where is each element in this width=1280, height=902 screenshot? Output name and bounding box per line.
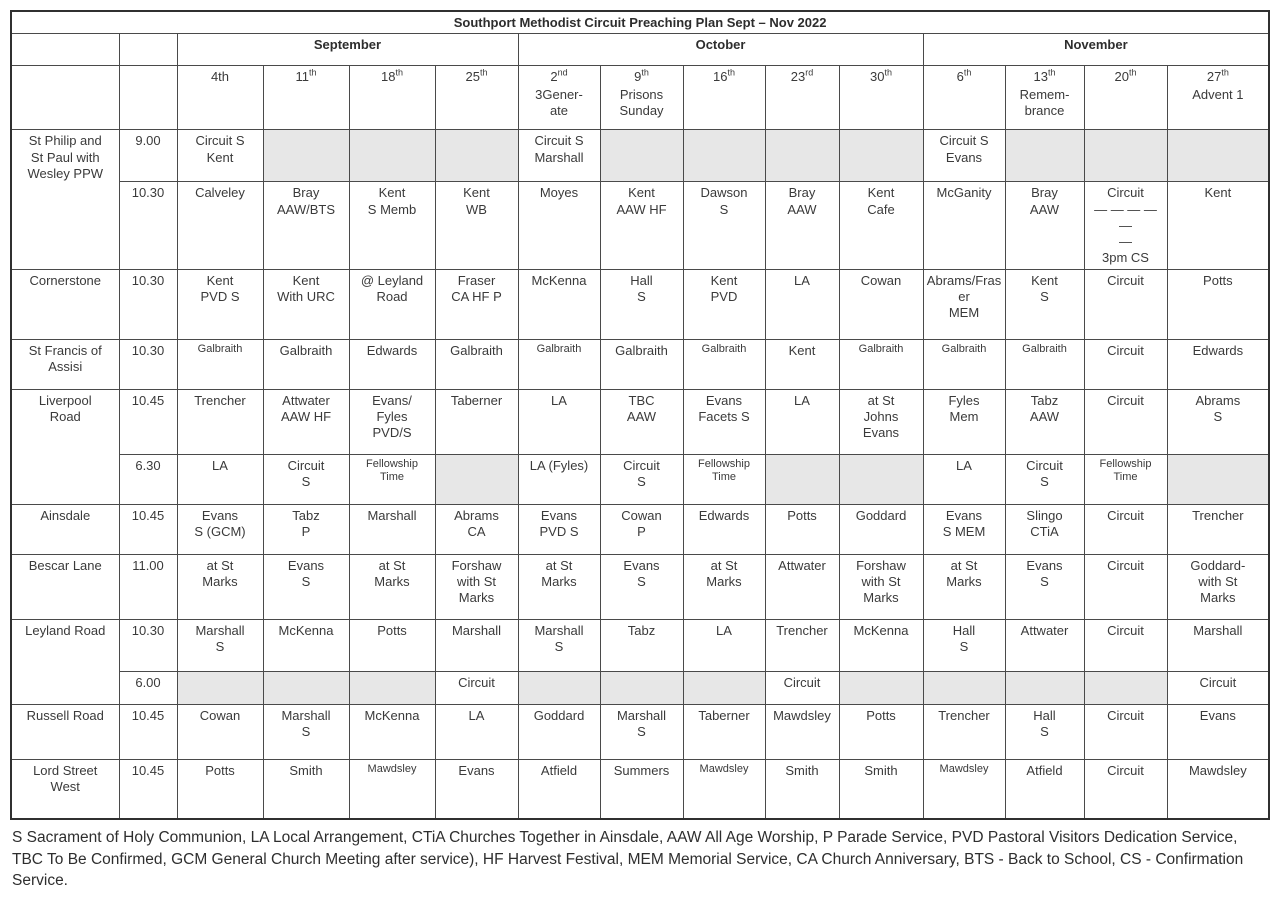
plan-cell: Hall S xyxy=(1005,704,1084,759)
plan-cell: Circuit xyxy=(1167,671,1269,704)
plan-cell: Kent PVD xyxy=(683,269,765,339)
plan-cell: Marshall xyxy=(1167,619,1269,671)
plan-cell: Fellowship Time xyxy=(349,454,435,504)
date-header: 16th xyxy=(683,66,765,130)
plan-cell: Galbraith xyxy=(683,339,765,389)
service-time: 6.30 xyxy=(119,454,177,504)
plan-cell: Kent AAW HF xyxy=(600,182,683,269)
plan-cell: Galbraith xyxy=(177,339,263,389)
plan-cell: LA xyxy=(765,389,839,454)
plan-cell: Kent S xyxy=(1005,269,1084,339)
plan-cell: Edwards xyxy=(683,504,765,554)
plan-cell xyxy=(765,130,839,182)
plan-cell: Attwater xyxy=(1005,619,1084,671)
plan-row xyxy=(11,269,1269,339)
plan-cell: Cowan xyxy=(177,704,263,759)
church-name: Cornerstone xyxy=(11,269,119,339)
plan-cell: Circuit xyxy=(1084,759,1167,819)
plan-cell: Circuit xyxy=(1084,269,1167,339)
church-name: St Philip and St Paul with Wesley PPW xyxy=(11,130,119,269)
plan-cell: McKenna xyxy=(263,619,349,671)
service-time: 10.30 xyxy=(119,182,177,269)
plan-row xyxy=(11,619,1269,671)
plan-cell xyxy=(1167,130,1269,182)
plan-cell: Marshall S xyxy=(600,704,683,759)
church-name: Leyland Road xyxy=(11,619,119,704)
church-name: Bescar Lane xyxy=(11,554,119,619)
plan-cell: Cowan xyxy=(839,269,923,339)
plan-row xyxy=(11,671,1269,704)
plan-cell: Mawdsley xyxy=(923,759,1005,819)
plan-cell: Kent With URC xyxy=(263,269,349,339)
plan-cell: Galbraith xyxy=(600,339,683,389)
service-time: 10.45 xyxy=(119,389,177,454)
plan-cell: LA xyxy=(518,389,600,454)
service-time: 10.30 xyxy=(119,269,177,339)
plan-cell: McKenna xyxy=(839,619,923,671)
plan-row xyxy=(11,704,1269,759)
plan-cell: Kent Cafe xyxy=(839,182,923,269)
plan-cell: LA xyxy=(177,454,263,504)
plan-row xyxy=(11,504,1269,554)
plan-cell: Evans S xyxy=(263,554,349,619)
plan-cell: Evans Facets S xyxy=(683,389,765,454)
plan-cell: Marshall S xyxy=(518,619,600,671)
plan-cell: LA xyxy=(683,619,765,671)
plan-cell: Galbraith xyxy=(263,339,349,389)
plan-cell xyxy=(518,671,600,704)
plan-cell: Attwater xyxy=(765,554,839,619)
plan-cell: Marshall S xyxy=(177,619,263,671)
plan-cell: at St Marks xyxy=(349,554,435,619)
preaching-plan-table xyxy=(10,10,1270,820)
plan-cell xyxy=(1084,671,1167,704)
plan-cell xyxy=(600,671,683,704)
date-header: 30th xyxy=(839,66,923,130)
plan-cell: Evans S xyxy=(1005,554,1084,619)
plan-cell: Kent xyxy=(1167,182,1269,269)
date-header: 18th xyxy=(349,66,435,130)
plan-cell: Fellowship Time xyxy=(683,454,765,504)
plan-cell: Bray AAW/BTS xyxy=(263,182,349,269)
plan-cell: Forshaw with St Marks xyxy=(435,554,518,619)
church-name: St Francis of Assisi xyxy=(11,339,119,389)
plan-cell: Abrams CA xyxy=(435,504,518,554)
service-time: 10.45 xyxy=(119,759,177,819)
service-time: 10.45 xyxy=(119,504,177,554)
plan-cell xyxy=(923,671,1005,704)
plan-row xyxy=(11,454,1269,504)
plan-cell: Circuit xyxy=(765,671,839,704)
plan-cell: Forshaw with St Marks xyxy=(839,554,923,619)
plan-cell xyxy=(263,130,349,182)
date-header: 25th xyxy=(435,66,518,130)
plan-cell xyxy=(839,671,923,704)
plan-cell: Trencher xyxy=(923,704,1005,759)
abbreviation-legend: S Sacrament of Holy Communion, LA Local Arrangement, CTiA Churches Together in Ainsdale, AAW All Age Worship, P Parade Service, PVD Pastoral Visitors Dedication Service, TBC To Be Confirmed, GCM General Church Meeting after service), HF Harvest Festival, MEM Memorial Service, CA Church Anniversary, BTS - Back to School, CS - Confirmation Service. xyxy=(12,829,1244,890)
plan-cell: Goddard xyxy=(518,704,600,759)
plan-cell: Mawdsley xyxy=(1167,759,1269,819)
plan-cell xyxy=(1005,671,1084,704)
plan-cell: Tabz P xyxy=(263,504,349,554)
plan-cell: Trencher xyxy=(177,389,263,454)
plan-cell: LA xyxy=(765,269,839,339)
plan-cell: Marshall S xyxy=(263,704,349,759)
plan-cell: Cowan P xyxy=(600,504,683,554)
plan-cell xyxy=(683,130,765,182)
plan-cell: Evans S MEM xyxy=(923,504,1005,554)
plan-cell: Circuit xyxy=(1084,339,1167,389)
church-name: Liverpool Road xyxy=(11,389,119,504)
plan-cell: Trencher xyxy=(765,619,839,671)
date-header: 4th xyxy=(177,66,263,130)
plan-cell: Kent S Memb xyxy=(349,182,435,269)
plan-cell: Galbraith xyxy=(1005,339,1084,389)
plan-row xyxy=(11,759,1269,819)
plan-cell: LA xyxy=(923,454,1005,504)
plan-cell: Smith xyxy=(839,759,923,819)
plan-cell xyxy=(177,671,263,704)
date-header: 13th Remem- brance xyxy=(1005,66,1084,130)
time-column-blank xyxy=(119,34,177,66)
plan-cell: Circuit S Kent xyxy=(177,130,263,182)
service-time: 9.00 xyxy=(119,130,177,182)
plan-cell: Attwater AAW HF xyxy=(263,389,349,454)
service-time: 10.30 xyxy=(119,339,177,389)
plan-cell: Circuit xyxy=(1084,619,1167,671)
plan-cell: McGanity xyxy=(923,182,1005,269)
plan-cell: Abrams S xyxy=(1167,389,1269,454)
plan-cell: Circuit S xyxy=(1005,454,1084,504)
plan-cell: Marshall xyxy=(349,504,435,554)
plan-cell: Evans/ Fyles PVD/S xyxy=(349,389,435,454)
plan-cell xyxy=(839,454,923,504)
plan-cell xyxy=(263,671,349,704)
plan-cell: Galbraith xyxy=(435,339,518,389)
plan-cell: Bray AAW xyxy=(765,182,839,269)
plan-cell: @ Leyland Road xyxy=(349,269,435,339)
plan-cell: Taberner xyxy=(435,389,518,454)
title-row xyxy=(11,11,1269,34)
plan-cell: Galbraith xyxy=(839,339,923,389)
plan-cell: Fyles Mem xyxy=(923,389,1005,454)
plan-cell: Dawson S xyxy=(683,182,765,269)
month-header: November xyxy=(923,34,1269,66)
plan-cell: Evans xyxy=(1167,704,1269,759)
plan-cell: Mawdsley xyxy=(765,704,839,759)
plan-cell xyxy=(839,130,923,182)
plan-cell: Slingo CTiA xyxy=(1005,504,1084,554)
plan-cell: Evans S (GCM) xyxy=(177,504,263,554)
plan-row xyxy=(11,182,1269,269)
plan-cell: Potts xyxy=(765,504,839,554)
church-column-blank xyxy=(11,34,119,66)
date-header-row xyxy=(11,66,1269,130)
plan-cell: Bray AAW xyxy=(1005,182,1084,269)
plan-cell: Tabz xyxy=(600,619,683,671)
plan-row xyxy=(11,130,1269,182)
plan-cell: Circuit S Evans xyxy=(923,130,1005,182)
plan-cell xyxy=(1084,130,1167,182)
plan-cell: Circuit S Marshall xyxy=(518,130,600,182)
plan-cell: Tabz AAW xyxy=(1005,389,1084,454)
plan-cell: Galbraith xyxy=(923,339,1005,389)
plan-cell: Kent PVD S xyxy=(177,269,263,339)
church-column-blank xyxy=(11,66,119,130)
time-column-blank xyxy=(119,66,177,130)
plan-cell: Circuit — — — — — — 3pm CS xyxy=(1084,182,1167,269)
plan-cell: Mawdsley xyxy=(349,759,435,819)
plan-cell: McKenna xyxy=(349,704,435,759)
plan-row xyxy=(11,339,1269,389)
plan-cell: Galbraith xyxy=(518,339,600,389)
plan-cell xyxy=(435,454,518,504)
plan-cell: Evans S xyxy=(600,554,683,619)
plan-cell: Circuit xyxy=(1084,554,1167,619)
service-time: 6.00 xyxy=(119,671,177,704)
plan-cell xyxy=(435,130,518,182)
plan-cell: at St Marks xyxy=(683,554,765,619)
plan-cell: Marshall xyxy=(435,619,518,671)
plan-cell: Evans xyxy=(435,759,518,819)
church-name: Ainsdale xyxy=(11,504,119,554)
plan-cell: Atfield xyxy=(518,759,600,819)
plan-cell: TBC AAW xyxy=(600,389,683,454)
plan-cell: Edwards xyxy=(349,339,435,389)
date-header: 23rd xyxy=(765,66,839,130)
plan-cell xyxy=(600,130,683,182)
plan-cell: Circuit S xyxy=(600,454,683,504)
plan-cell: Taberner xyxy=(683,704,765,759)
date-header: 20th xyxy=(1084,66,1167,130)
plan-cell xyxy=(1005,130,1084,182)
date-header: 6th xyxy=(923,66,1005,130)
plan-cell: Evans PVD S xyxy=(518,504,600,554)
plan-cell: Potts xyxy=(1167,269,1269,339)
date-header: 2nd 3Gener- ate xyxy=(518,66,600,130)
plan-cell: Fellowship Time xyxy=(1084,454,1167,504)
plan-cell: Moyes xyxy=(518,182,600,269)
month-header: September xyxy=(177,34,518,66)
plan-cell xyxy=(683,671,765,704)
service-time: 10.30 xyxy=(119,619,177,671)
plan-cell: Mawdsley xyxy=(683,759,765,819)
plan-cell xyxy=(765,454,839,504)
plan-cell: Circuit xyxy=(1084,389,1167,454)
plan-cell: Smith xyxy=(263,759,349,819)
service-time: 11.00 xyxy=(119,554,177,619)
church-name: Russell Road xyxy=(11,704,119,759)
plan-cell: Hall S xyxy=(600,269,683,339)
plan-cell xyxy=(1167,454,1269,504)
plan-cell: Atfield xyxy=(1005,759,1084,819)
plan-cell: Potts xyxy=(839,704,923,759)
plan-cell: Goddard- with St Marks xyxy=(1167,554,1269,619)
plan-cell: LA xyxy=(435,704,518,759)
plan-cell: Edwards xyxy=(1167,339,1269,389)
plan-cell xyxy=(349,130,435,182)
plan-cell: Kent xyxy=(765,339,839,389)
plan-row xyxy=(11,389,1269,454)
plan-cell: at St Marks xyxy=(177,554,263,619)
church-name: Lord Street West xyxy=(11,759,119,819)
plan-cell: Circuit xyxy=(1084,704,1167,759)
plan-cell: Potts xyxy=(349,619,435,671)
plan-cell: Circuit S xyxy=(263,454,349,504)
plan-cell: Abrams/Fraser MEM xyxy=(923,269,1005,339)
plan-cell: Summers xyxy=(600,759,683,819)
plan-cell: at St Marks xyxy=(923,554,1005,619)
plan-row xyxy=(11,554,1269,619)
plan-cell xyxy=(349,671,435,704)
plan-cell: Goddard xyxy=(839,504,923,554)
plan-cell: Calveley xyxy=(177,182,263,269)
plan-cell: Trencher xyxy=(1167,504,1269,554)
service-time: 10.45 xyxy=(119,704,177,759)
plan-cell: Fraser CA HF P xyxy=(435,269,518,339)
date-header: 27th Advent 1 xyxy=(1167,66,1269,130)
plan-cell: Smith xyxy=(765,759,839,819)
plan-cell: Kent WB xyxy=(435,182,518,269)
date-header: 9th Prisons Sunday xyxy=(600,66,683,130)
plan-cell: Hall S xyxy=(923,619,1005,671)
plan-cell: Circuit xyxy=(1084,504,1167,554)
plan-title: Southport Methodist Circuit Preaching Plan Sept – Nov 2022 xyxy=(11,11,1269,34)
plan-cell: at St Johns Evans xyxy=(839,389,923,454)
plan-cell: at St Marks xyxy=(518,554,600,619)
plan-cell: Circuit xyxy=(435,671,518,704)
plan-cell: LA (Fyles) xyxy=(518,454,600,504)
plan-cell: McKenna xyxy=(518,269,600,339)
plan-cell: Potts xyxy=(177,759,263,819)
date-header: 11th xyxy=(263,66,349,130)
month-header: October xyxy=(518,34,923,66)
month-header-row xyxy=(11,34,1269,66)
